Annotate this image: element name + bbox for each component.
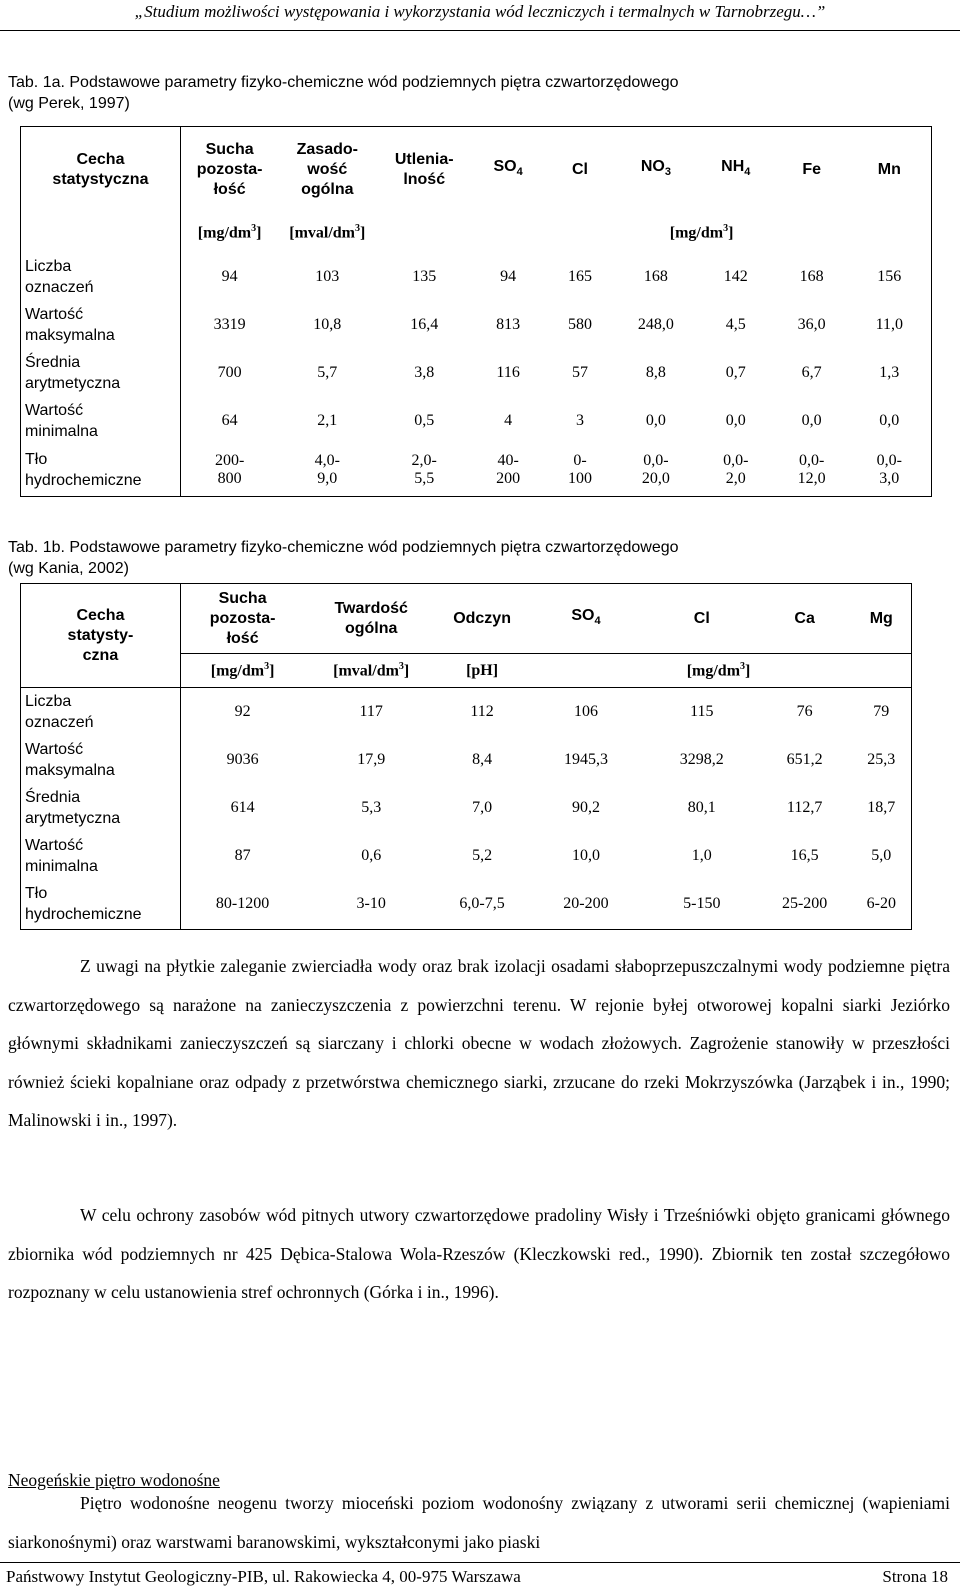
table-cell: 25-200 xyxy=(781,895,828,913)
table-a-corner-label: Cecha statystyczna xyxy=(52,150,149,188)
table-cell: 3-10 xyxy=(356,895,386,913)
table-cell: 2,0- 5,5 xyxy=(411,452,437,488)
table-cell: 106 xyxy=(573,702,598,720)
table-cell: 7,0 xyxy=(472,798,493,816)
column-header: $NH_4$ xyxy=(721,158,751,179)
table-cell: 4 xyxy=(504,411,513,429)
table-cell: 0,0- 20,0 xyxy=(641,452,670,488)
table-cell: 5,7 xyxy=(317,363,338,381)
table-cell: 92 xyxy=(180,688,304,736)
column-header: Mn xyxy=(877,160,901,178)
section-title: Neogeńskie piętro wodonośne xyxy=(8,1470,220,1490)
table-row xyxy=(21,736,912,784)
table-cell: 135 xyxy=(412,267,437,285)
column-header: Odczyn xyxy=(453,609,511,627)
table-cell: 3,8 xyxy=(414,363,435,381)
column-header: Ca xyxy=(794,609,815,627)
table-cell: 0,0 xyxy=(879,411,900,429)
table-cell: 0,5 xyxy=(414,411,435,429)
table-row xyxy=(21,445,932,497)
table-cell: 112 xyxy=(470,702,494,720)
table-cell: 651,2 xyxy=(786,750,823,768)
page-footer xyxy=(0,1562,960,1586)
unit-label: $[mg/dm^3]$ xyxy=(180,654,304,688)
unit-label: $[mg/dm^3]$ xyxy=(669,222,734,242)
column-header: Fe xyxy=(802,160,821,178)
row-label: Tło hydrochemiczne xyxy=(25,885,142,924)
table-cell: 0,7 xyxy=(725,363,746,381)
table-cell: 25,3 xyxy=(867,750,896,768)
table-cell: 0- 100 xyxy=(568,452,592,488)
table-cell: 94 xyxy=(180,253,278,301)
table-cell: 165 xyxy=(568,267,592,285)
table-row xyxy=(21,688,912,736)
table-cell: 90,2 xyxy=(571,798,600,816)
table-a-unit-row xyxy=(21,213,932,253)
table-cell: 0,0- 12,0 xyxy=(797,452,826,488)
column-header: $NO_3$ xyxy=(640,158,671,179)
table-cell: 3319 xyxy=(180,301,278,349)
paragraph-2: W celu ochrony zasobów wód pitnych utwory czwartorzędowe pradoliny Wisły i Trześniówki objęto granicami głównego zbiornika wód podziemnych nr 425 Dębica-Stalowa Wola-Rzeszów (Kleczkowski red., 1990). Zbiornik ten został szczegółowo rozpoznany w celu ustanowienia stref ochronnych (Górka i in., 1996). xyxy=(8,1205,950,1302)
unit-label: $[mval/dm^3]$ xyxy=(304,654,438,688)
table-cell: 1,0 xyxy=(691,846,712,864)
table-cell: 87 xyxy=(180,832,304,880)
unit-label: $[mg/dm^3]$ xyxy=(180,213,278,253)
running-title: „Studium możliwości występowania i wykorzystania wód leczniczych i termalnych w Tarnobrzegu…” xyxy=(134,2,826,21)
table-cell: 1,3 xyxy=(879,363,900,381)
table-cell: 2,1 xyxy=(317,411,338,429)
table-cell: 117 xyxy=(359,702,383,720)
table-row xyxy=(21,349,932,397)
column-header: Cl xyxy=(572,160,588,178)
row-label: Średnia arytmetyczna xyxy=(25,788,121,827)
table-cell: 1945,3 xyxy=(563,750,608,768)
column-header: $SO_4$ xyxy=(493,158,523,179)
table-cell: 40- 200 xyxy=(496,452,521,488)
table-a-caption xyxy=(8,72,679,114)
column-header: Sucha pozosta- łość xyxy=(180,127,278,213)
table-cell: 580 xyxy=(568,315,592,333)
table-cell: 10,0 xyxy=(571,846,600,864)
table-cell: 116 xyxy=(496,363,520,381)
column-header: Mg xyxy=(869,609,893,627)
table-cell: 0,0 xyxy=(725,411,746,429)
table-cell: 0,0 xyxy=(801,411,822,429)
table-cell: 20-200 xyxy=(563,895,609,913)
table-cell: 813 xyxy=(496,315,521,333)
table-cell: 700 xyxy=(180,349,278,397)
table-1b xyxy=(20,583,912,930)
paragraph-1: Z uwagi na płytkie zaleganie zwierciadła wody oraz brak izolacji osadami słaboprzepuszczalnymi wody podziemne piętra czwartorzędowego są narażone na zanieczyszczenia z powierzchni terenu. W rejonie byłej otworowej kopalni siarki Jeziórko głównymi składnikami zanieczyszczeń są siarczany i chlorki obecne w wodach złożowych. Zagrożenie stanowiły w przeszłości również ścieki kopalniane oraz odpady z przetwórstwa chemicznego siarki, zrzucane do rzeki Mokrzyszówka (Jarząbek i in., 1990; Malinowski i in., 1997). xyxy=(8,956,950,1130)
table-cell: 5,2 xyxy=(472,846,493,864)
table-1a xyxy=(20,126,932,497)
column-header: $SO_4$ xyxy=(571,606,601,628)
table-cell: 3298,2 xyxy=(679,750,724,768)
table-cell: 200- 800 xyxy=(180,445,278,497)
paragraph-3: Piętro wodonośne neogenu tworzy mioceński poziom wodonośny związany z utworami serii chemicznej (wapieniami siarkonośnymi) oraz warstwami baranowskimi, wykształconymi jako piaski xyxy=(8,1493,950,1552)
caption-line: (wg Perek, 1997) xyxy=(8,95,130,112)
table-cell: 614 xyxy=(180,784,304,832)
column-header: Cl xyxy=(693,609,710,627)
table-b-header-row xyxy=(21,584,912,654)
table-cell: 94 xyxy=(500,267,517,285)
table-cell: 16,5 xyxy=(790,846,819,864)
column-header: Twardość ogólna xyxy=(334,599,408,637)
column-header: Utlenia- lność xyxy=(394,150,454,188)
row-label: Wartość minimalna xyxy=(25,401,98,440)
table-cell: 10,8 xyxy=(313,315,342,333)
table-cell: 11,0 xyxy=(875,315,903,333)
table-cell: 5,0 xyxy=(871,846,892,864)
table-cell: 142 xyxy=(723,267,748,285)
table-cell: 57 xyxy=(572,363,588,381)
table-row xyxy=(21,397,932,445)
unit-label: $[mval/dm^3]$ xyxy=(289,222,366,242)
page-number: Strona 18 xyxy=(882,1567,948,1586)
table-cell: 80,1 xyxy=(687,798,716,816)
running-header xyxy=(0,0,960,31)
table-cell: 5,3 xyxy=(361,798,382,816)
caption-line: Tab. 1a. Podstawowe parametry fizyko-chemiczne wód podziemnych piętra czwartorzędowego xyxy=(8,74,679,91)
table-cell: 0,0- 2,0 xyxy=(723,452,749,488)
table-cell: 4,5 xyxy=(725,315,746,333)
table-cell: 17,9 xyxy=(357,750,386,768)
table-row xyxy=(21,880,912,930)
table-cell: 6,0-7,5 xyxy=(459,895,505,913)
table-row xyxy=(21,253,932,301)
table-cell: 168 xyxy=(643,267,668,285)
table-cell: 156 xyxy=(877,267,902,285)
footer-institution: Państwowy Instytut Geologiczny-PIB, ul. Rakowiecka 4, 00-975 Warszawa xyxy=(6,1567,521,1586)
table-cell: 36,0 xyxy=(797,315,826,333)
table-cell: 76 xyxy=(796,702,813,720)
table-cell: 3 xyxy=(576,411,584,429)
row-label: Tło hydrochemiczne xyxy=(25,451,142,490)
table-cell: 80-1200 xyxy=(180,880,304,930)
row-label: Wartość maksymalna xyxy=(25,740,115,779)
table-cell: 248,0 xyxy=(637,315,674,333)
table-row xyxy=(21,832,912,880)
table-cell: 5-150 xyxy=(683,895,721,913)
table-cell: 64 xyxy=(180,397,278,445)
table-cell: 9036 xyxy=(180,736,304,784)
table-cell: 6-20 xyxy=(866,895,896,913)
caption-line: (wg Kania, 2002) xyxy=(8,560,129,577)
table-cell: 6,7 xyxy=(801,363,822,381)
table-cell: 112,7 xyxy=(786,798,823,816)
column-header: Sucha pozosta- łość xyxy=(180,584,304,654)
table-b-caption xyxy=(8,537,679,579)
table-cell: 16,4 xyxy=(410,315,439,333)
table-cell: 79 xyxy=(873,702,890,720)
table-row xyxy=(21,301,932,349)
table-cell: 103 xyxy=(315,267,340,285)
table-a-header-row xyxy=(21,127,932,213)
table-row xyxy=(21,784,912,832)
unit-label: $[mg/dm^3]$ xyxy=(526,654,911,688)
table-cell: 18,7 xyxy=(867,798,896,816)
row-label: Wartość maksymalna xyxy=(25,305,115,344)
caption-line: Tab. 1b. Podstawowe parametry fizyko-chemiczne wód podziemnych piętra czwartorzędowego xyxy=(8,539,679,556)
row-label: Liczba oznaczeń xyxy=(25,257,94,296)
row-label: Średnia arytmetyczna xyxy=(25,353,121,392)
table-cell: 0,0 xyxy=(645,411,666,429)
table-cell: 4,0- 9,0 xyxy=(314,452,340,488)
row-label: Liczba oznaczeń xyxy=(25,692,94,731)
table-cell: 8,4 xyxy=(472,750,493,768)
table-cell: 0,0- 3,0 xyxy=(876,452,902,488)
unit-label: [pH] xyxy=(438,654,526,688)
table-cell: 8,8 xyxy=(645,363,666,381)
column-header: Zasado- wość ogólna xyxy=(296,140,358,198)
table-cell: 0,6 xyxy=(361,846,382,864)
table-b-corner-label: Cecha statysty- czna xyxy=(67,606,134,664)
table-cell: 168 xyxy=(799,267,824,285)
table-cell: 115 xyxy=(690,702,714,720)
row-label: Wartość minimalna xyxy=(25,836,98,875)
